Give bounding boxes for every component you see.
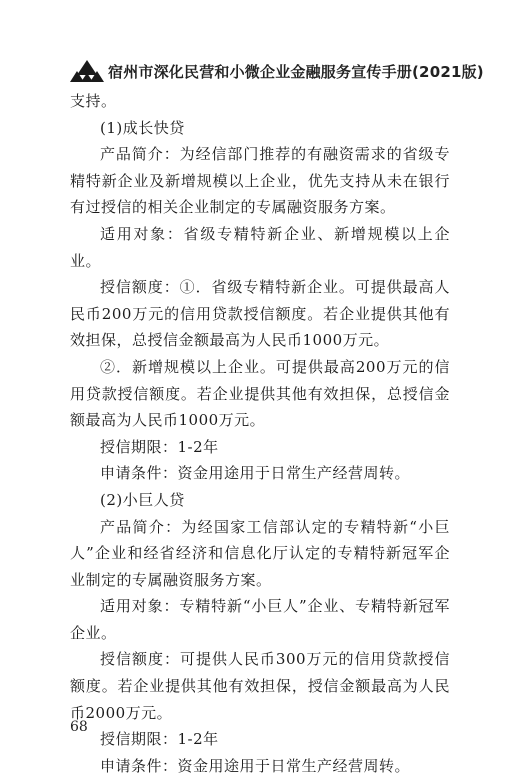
page-number: 68	[70, 719, 88, 735]
body-text	[70, 88, 450, 779]
paragraph-target-2: 适用对象：专精特新“小巨人”企业、专精特新冠军企业。	[70, 597, 450, 642]
paragraph-term-1: 授信期限：1-2年	[100, 437, 219, 456]
paragraph-conditions-1: 申请条件：资金用途用于日常生产经营周转。	[100, 464, 411, 483]
paragraph-continuation: 支持。	[70, 92, 117, 110]
paragraph-credit-amount-1: 授信额度：①．省级专精特新企业。可提供最高人民币200万元的信用贷款授信额度。若企业提供其他有效担保，总授信金额最高为人民币1000万元。	[70, 278, 450, 350]
paragraph-conditions-2: 申请条件：资金用途用于日常生产经营周转。	[100, 756, 411, 775]
running-header	[70, 56, 484, 86]
mountain-triangle-logo-icon	[70, 59, 104, 83]
section-heading-little-giant-loan: (2)小巨人贷	[100, 490, 185, 509]
paragraph-credit-amount-1b: ②．新增规模以上企业。可提供最高200万元的信用贷款授信额度。若企业提供其他有效担保，总授信金额最高为人民币1000万元。	[70, 357, 450, 430]
header-title: 宿州市深化民营和小微企业金融服务宣传手册(2021版)	[108, 62, 484, 81]
paragraph-product-intro-1: 产品简介：为经信部门推荐的有融资需求的省级专精特新企业及新增规模以上企业，优先支持从未在银行有过授信的相关企业制定的专属融资服务方案。	[70, 145, 450, 217]
paragraph-term-2: 授信期限：1-2年	[100, 730, 219, 749]
paragraph-credit-amount-2: 授信额度：可提供人民币300万元的信用贷款授信额度。若企业提供其他有效担保，授信金额最高为人民币2000万元。	[70, 650, 450, 722]
paragraph-target-1: 适用对象：省级专精特新企业、新增规模以上企业。	[70, 224, 450, 270]
paragraph-product-intro-2: 产品简介：为经国家工信部认定的专精特新“小巨人”企业和经省经济和信息化厅认定的专精特新冠军企业制定的专属融资服务方案。	[70, 517, 450, 589]
section-heading-growth-loan: (1)成长快贷	[100, 118, 185, 137]
